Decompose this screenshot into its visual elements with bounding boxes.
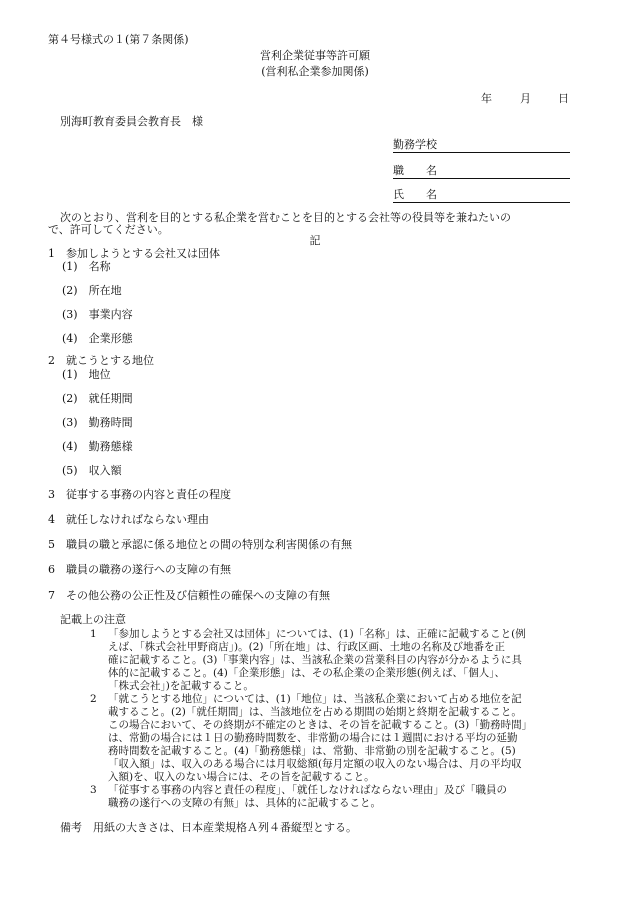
note-1 xyxy=(108,628,596,693)
section-2-heading: 2 就こうとする地位 xyxy=(48,354,154,367)
section-2-item: (5) 収入額 xyxy=(62,464,122,477)
note-line: 「就こうとする地位」については、(1)「地位」は、当該私企業において占める地位を記 xyxy=(108,693,522,705)
date-year-label: 年 xyxy=(481,92,492,105)
note-line: 務時間数を記載すること。(4)「勤務態様」は、常勤、非常勤の別を記載すること。(5) xyxy=(108,745,516,757)
notes-heading: 記載上の注意 xyxy=(60,613,126,626)
note-2 xyxy=(108,693,596,784)
note-line: は、常勤の場合には１日の勤務時間数を、非常勤の場合には１週間における平均の延勤 xyxy=(108,732,518,744)
section-1-item: (3) 事業内容 xyxy=(62,308,133,321)
position-label: 職 名 xyxy=(393,164,437,177)
date-month-label: 月 xyxy=(520,92,531,105)
note-line: 体的に記載すること。(4)「企業形態」は、その私企業の企業形態(例えば、「個人」、 xyxy=(108,667,505,679)
section-3-heading: 3 従事する事務の内容と責任の程度 xyxy=(48,488,231,501)
section-6-heading: 6 職員の職務の遂行への支障の有無 xyxy=(48,563,231,576)
intro-line-2: で、許可してください。 xyxy=(48,223,169,236)
section-1-item: (1) 名称 xyxy=(62,260,111,273)
section-5-heading: 5 職員の職と承認に係る地位との間の特別な利害関係の有無 xyxy=(48,538,352,551)
form-number: 第４号様式の１(第７条関係) xyxy=(48,33,189,46)
section-7-heading: 7 その他公務の公正性及び信頼性の確保への支障の有無 xyxy=(48,589,330,602)
note-line: 「参加しようとする会社又は団体」については、(1)「名称」は、正確に記載すること(例 xyxy=(108,628,526,640)
note-number: 2 xyxy=(90,693,97,705)
date-day-label: 日 xyxy=(558,92,569,105)
section-2-item: (1) 地位 xyxy=(62,368,111,381)
note-3 xyxy=(108,784,596,810)
school-label: 勤務学校 xyxy=(393,138,437,151)
ki-heading: 記 xyxy=(309,234,321,247)
note-line: 職務の遂行への支障の有無」は、具体的に記載すること。 xyxy=(108,797,381,809)
note-number: 1 xyxy=(90,628,97,640)
name-label: 氏 名 xyxy=(393,188,437,201)
remarks: 備考 用紙の大きさは、日本産業規格Ａ列４番縦型とする。 xyxy=(60,821,357,834)
note-line: この場合において、その終期が不確定のときは、その旨を記載すること。(3)「勤務時間」 xyxy=(108,719,533,731)
position-field-line xyxy=(393,178,570,179)
note-line: 「収入額」は、収入のある場合には月収総額(毎月定額の収入のない場合は、月の平均収 xyxy=(108,758,522,770)
note-line: 入額)を、収入のない場合には、その旨を記載すること。 xyxy=(108,771,375,783)
name-field-line xyxy=(393,202,570,203)
note-line: 確に記載すること。(3)「事業内容」は、当該私企業の営業科目の内容が分かるように具 xyxy=(108,654,522,666)
note-line: えば、「株式会社甲野商店」)。(2)「所在地」は、行政区画、土地の名称及び地番を正 xyxy=(108,641,505,653)
note-line: 「株式会社」)を記載すること。 xyxy=(108,680,254,692)
subtitle: (営利私企業参加関係) xyxy=(261,65,369,78)
section-4-heading: 4 就任しなければならない理由 xyxy=(48,513,209,526)
section-2-item: (4) 勤務態様 xyxy=(62,440,133,453)
section-2-item: (2) 就任期間 xyxy=(62,392,133,405)
title: 営利企業従事等許可願 xyxy=(260,49,370,62)
note-line: 「従事する事務の内容と責任の程度」、「就任しなければならない理由」及び「職員の xyxy=(108,784,507,796)
intro-line-1: 次のとおり、営利を目的とする私企業を営むことを目的とする会社等の役員等を兼ねたいの xyxy=(60,211,511,224)
section-1-item: (2) 所在地 xyxy=(62,284,122,297)
addressee: 別海町教育委員会教育長 様 xyxy=(60,115,203,128)
section-1-heading: 1 参加しようとする会社又は団体 xyxy=(48,247,220,260)
section-1-item: (4) 企業形態 xyxy=(62,332,133,345)
note-number: 3 xyxy=(90,784,97,796)
section-2-item: (3) 勤務時間 xyxy=(62,416,133,429)
school-field-line xyxy=(393,152,570,153)
note-line: 載すること。(2)「就任期間」は、当該地位を占める期間の始期と終期を記載すること。 xyxy=(108,706,522,718)
